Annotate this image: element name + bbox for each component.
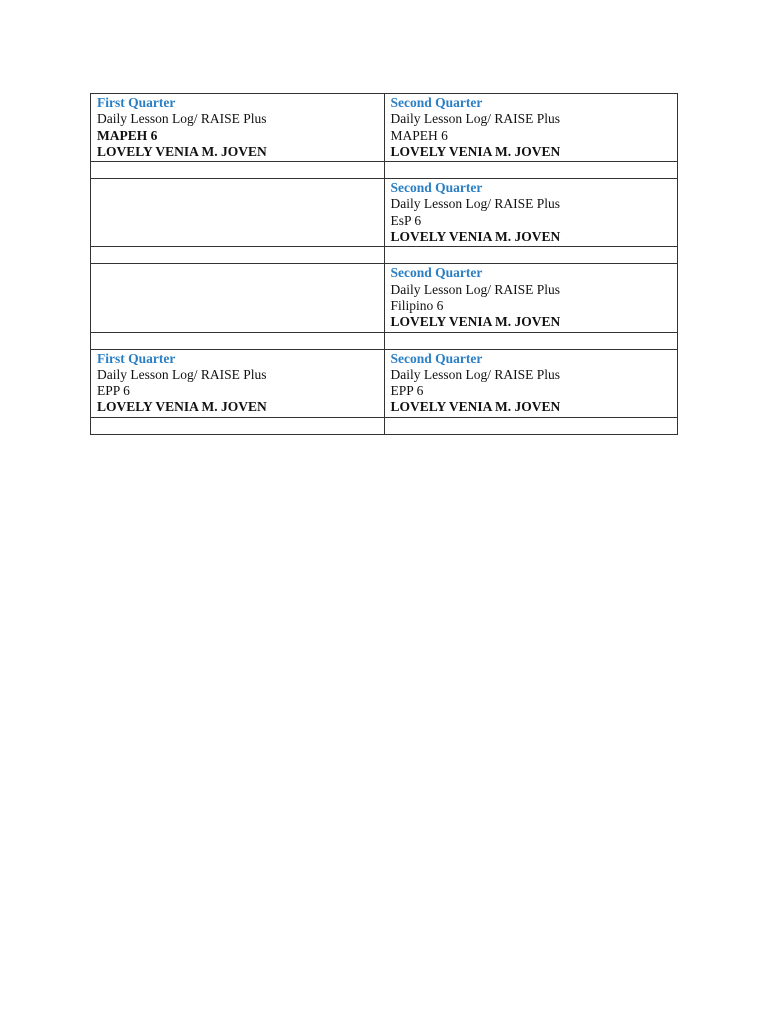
- log-title: Daily Lesson Log/ RAISE Plus: [97, 111, 267, 127]
- label-row: [91, 264, 678, 332]
- teacher-name: LOVELY VENIA M. JOVEN: [97, 399, 267, 415]
- spacer-row: [91, 162, 678, 179]
- teacher-name: LOVELY VENIA M. JOVEN: [97, 143, 267, 159]
- label-row: [91, 94, 678, 162]
- label-cell-second-quarter-esp: [384, 179, 678, 247]
- quarter-heading: Second Quarter: [390, 180, 483, 196]
- label-cell-second-quarter-epp: [384, 349, 678, 417]
- empty-cell: [384, 417, 678, 434]
- log-title: Daily Lesson Log/ RAISE Plus: [390, 281, 561, 297]
- label-cell-first-quarter-mapeh: [91, 94, 385, 162]
- quarter-heading: Second Quarter: [390, 265, 483, 281]
- empty-cell: [91, 247, 385, 264]
- subject-label: Filipino 6: [390, 297, 444, 313]
- label-cell-second-quarter-filipino: [384, 264, 678, 332]
- quarter-heading: First Quarter: [97, 350, 176, 366]
- empty-cell: [384, 332, 678, 349]
- label-row: [91, 349, 678, 417]
- label-row: [91, 179, 678, 247]
- subject-label: EPP 6: [390, 383, 424, 399]
- log-title: Daily Lesson Log/ RAISE Plus: [390, 196, 561, 212]
- subject-label: MAPEH 6: [390, 127, 448, 143]
- label-cell-second-quarter-mapeh: [384, 94, 678, 162]
- teacher-name: LOVELY VENIA M. JOVEN: [390, 143, 561, 159]
- lesson-log-label-table: [90, 93, 678, 435]
- teacher-name: LOVELY VENIA M. JOVEN: [390, 314, 561, 330]
- empty-label-cell: [91, 264, 385, 332]
- subject-label: EsP 6: [390, 212, 422, 228]
- subject-label: MAPEH 6: [97, 127, 158, 143]
- empty-cell: [384, 162, 678, 179]
- quarter-heading: First Quarter: [97, 95, 176, 110]
- empty-cell: [91, 332, 385, 349]
- log-title: Daily Lesson Log/ RAISE Plus: [390, 366, 561, 382]
- quarter-heading: Second Quarter: [390, 350, 483, 366]
- log-title: Daily Lesson Log/ RAISE Plus: [97, 366, 267, 382]
- log-title: Daily Lesson Log/ RAISE Plus: [390, 111, 561, 127]
- teacher-name: LOVELY VENIA M. JOVEN: [390, 399, 561, 415]
- empty-cell: [384, 247, 678, 264]
- quarter-heading: Second Quarter: [390, 95, 483, 110]
- empty-cell: [91, 162, 385, 179]
- spacer-row: [91, 332, 678, 349]
- subject-label: EPP 6: [97, 383, 130, 399]
- empty-label-cell: [91, 179, 385, 247]
- spacer-row: [91, 247, 678, 264]
- spacer-row: [91, 417, 678, 434]
- label-cell-first-quarter-epp: [91, 349, 385, 417]
- teacher-name: LOVELY VENIA M. JOVEN: [390, 229, 561, 245]
- empty-cell: [91, 417, 385, 434]
